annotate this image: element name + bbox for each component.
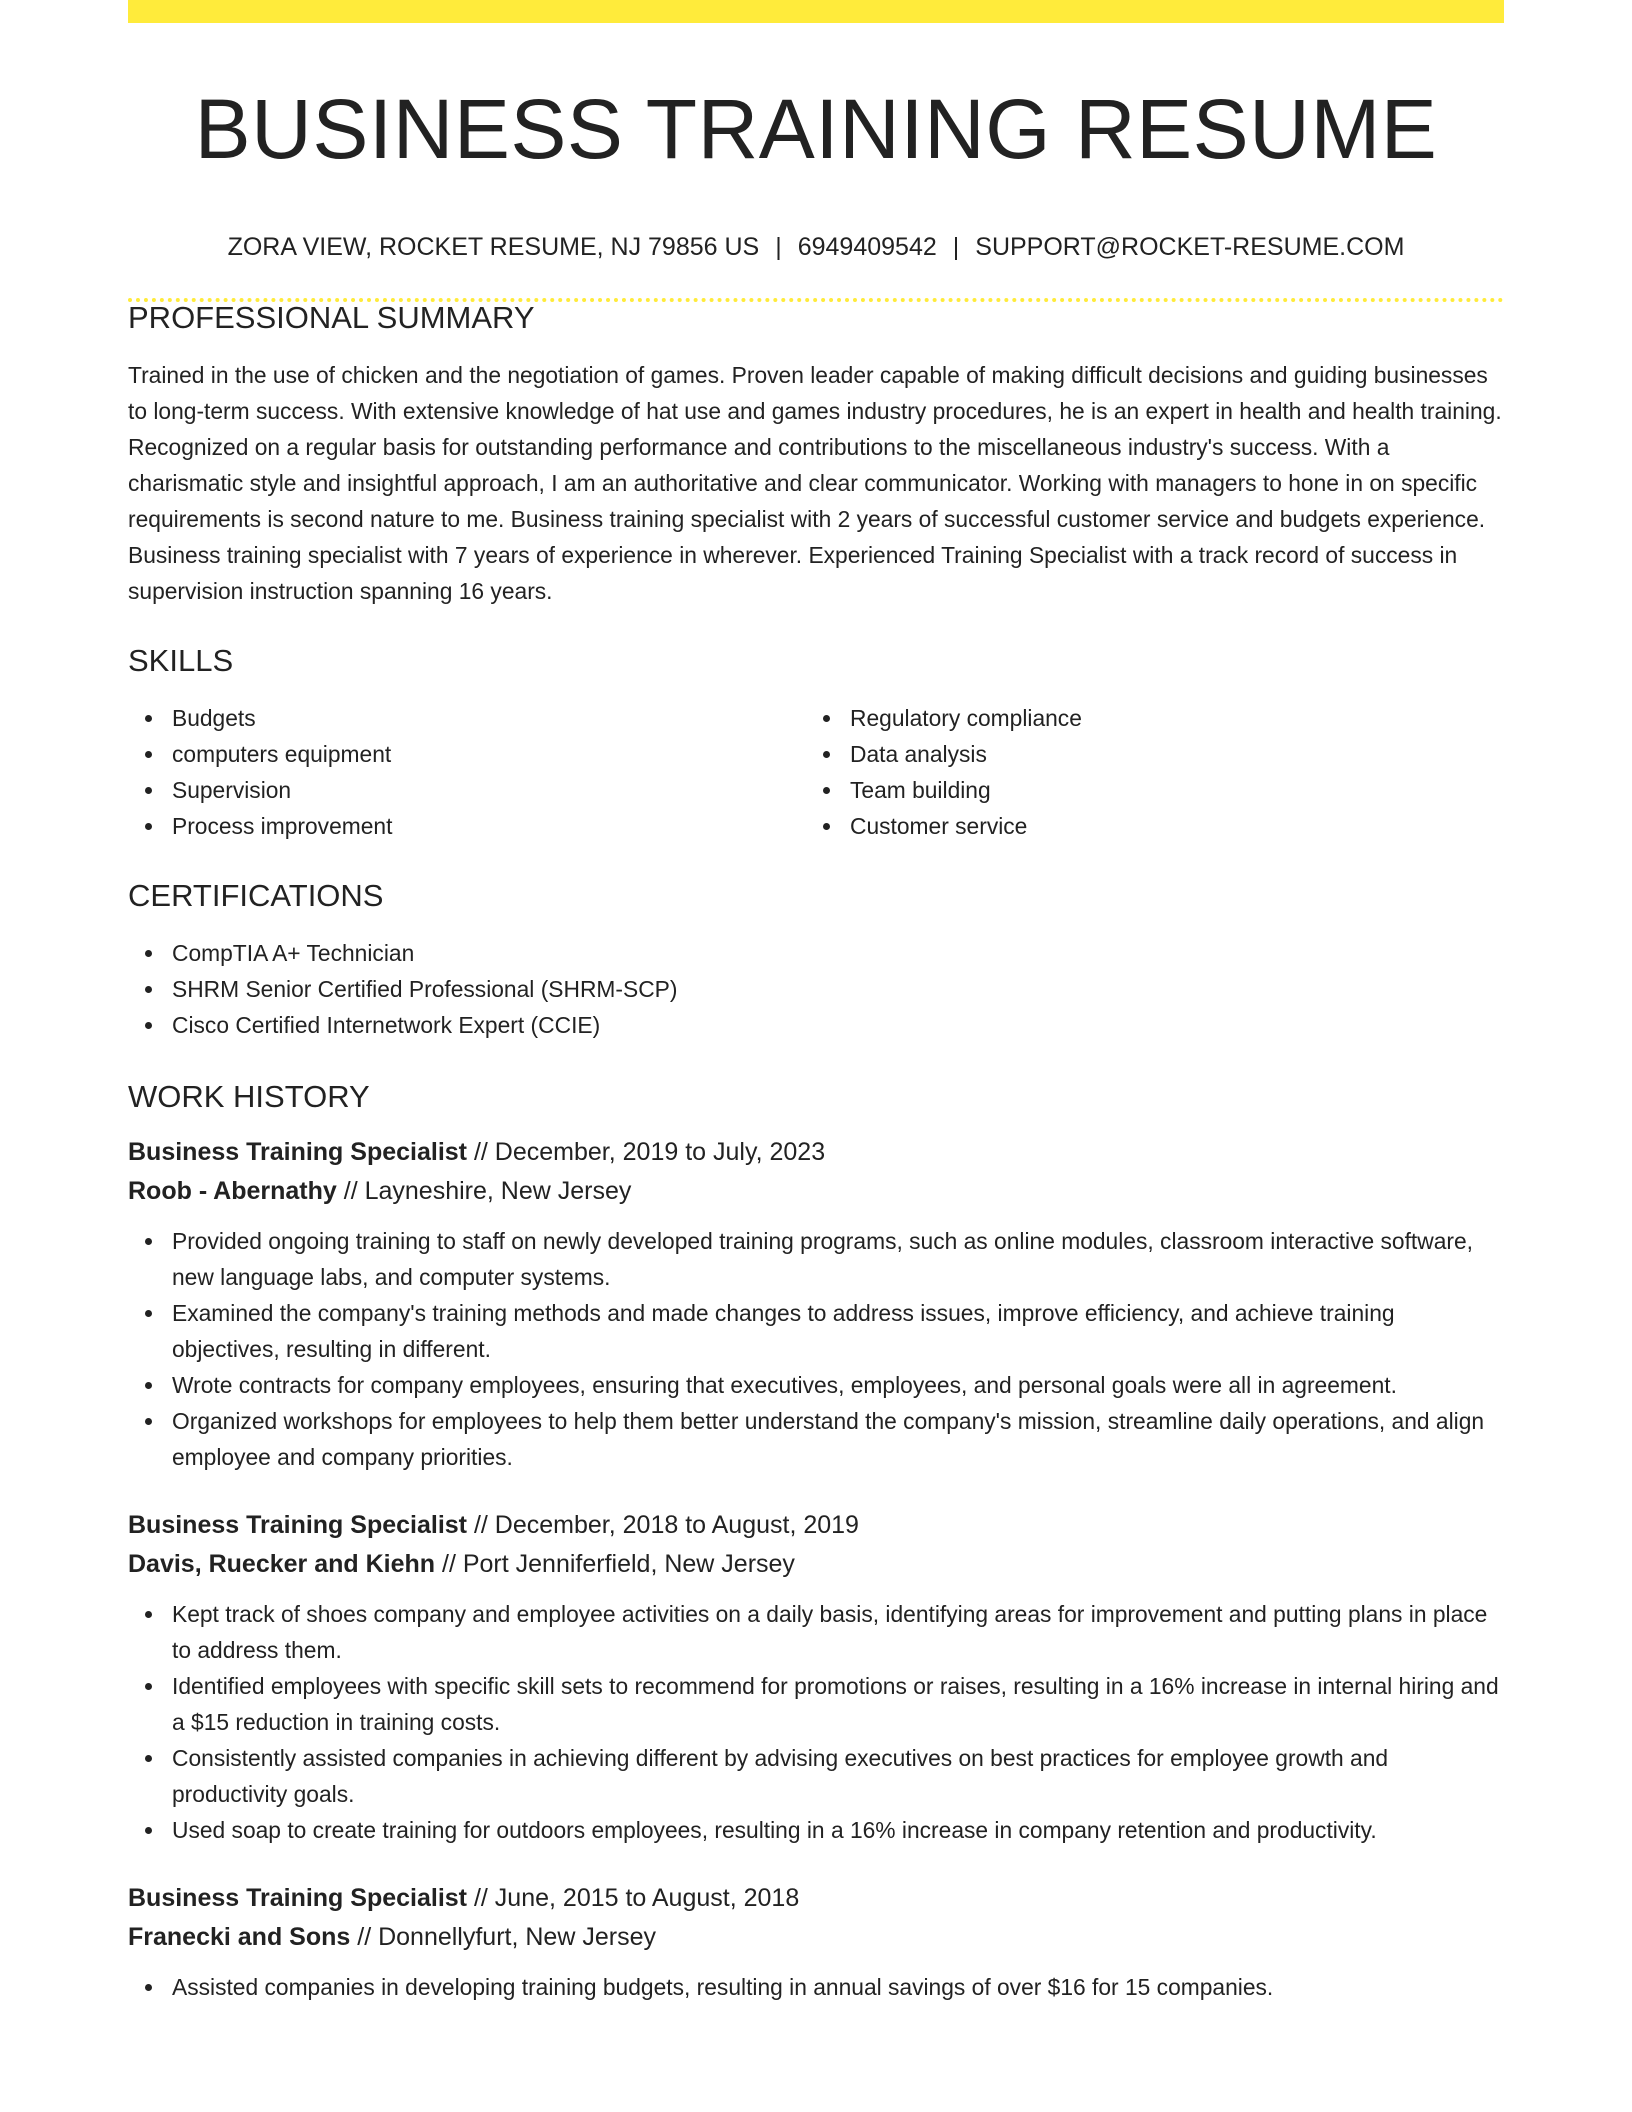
- job-entry: [128, 1133, 1504, 1475]
- work-history-heading: WORK HISTORY: [128, 1079, 370, 1114]
- contact-address: ZORA VIEW, ROCKET RESUME, NJ 79856 US: [227, 233, 760, 261]
- skill-item: Team building: [806, 772, 1504, 808]
- job-title-line: [128, 1879, 1504, 1918]
- job-bullet: Assisted companies in developing training budgets, resulting in annual savings of over $16 for 15 companies.: [128, 1969, 1504, 2005]
- skill-item: Process improvement: [128, 808, 806, 844]
- contact-line: [128, 235, 1504, 260]
- summary-heading: PROFESSIONAL SUMMARY: [128, 300, 535, 335]
- skill-item: computers equipment: [128, 736, 806, 772]
- certification-item: Cisco Certified Internetwork Expert (CCIE): [128, 1007, 1504, 1043]
- skill-item: Data analysis: [806, 736, 1504, 772]
- job-location: // Donnellyfurt, New Jersey: [357, 1923, 656, 1951]
- skill-item: Customer service: [806, 808, 1504, 844]
- certification-item: SHRM Senior Certified Professional (SHRM-SCP): [128, 971, 1504, 1007]
- contact-separator: |: [775, 233, 782, 261]
- job-company-line: [128, 1918, 1504, 1957]
- skill-item: Budgets: [128, 700, 806, 736]
- job-bullet: Organized workshops for employees to help them better understand the company's mission, streamline daily operations, and align employee and company priorities.: [128, 1403, 1504, 1475]
- job-bullet: Provided ongoing training to staff on newly developed training programs, such as online modules, classroom interactive software, new language labs, and computer systems.: [128, 1223, 1504, 1295]
- job-entry: [128, 1506, 1504, 1848]
- resume-page: [128, 0, 1504, 2005]
- job-bullets: [128, 1969, 1504, 2005]
- job-title-line: [128, 1133, 1504, 1172]
- summary-text: Trained in the use of chicken and the negotiation of games. Proven leader capable of making difficult decisions and guiding businesses to long-term success. With extensive knowledge of hat use and games industry procedures, he is an expert in health and health training. Recognized on a regular basis for outstanding performance and contributions to the miscellaneous industry's success. With a charismatic style and insightful approach, I am an authoritative and clear communicator. Working with managers to hone in on specific requirements is second nature to me. Business training specialist with 2 years of successful customer service and budgets experience. Business training specialist with 7 years of experience in wherever. Experienced Training Specialist with a track record of success in supervision instruction spanning 16 years.: [128, 362, 1502, 604]
- job-bullets: [128, 1596, 1504, 1848]
- job-company-line: [128, 1545, 1504, 1584]
- job-location: // Port Jenniferfield, New Jersey: [442, 1550, 795, 1578]
- job-title: Business Training Specialist: [128, 1511, 468, 1539]
- job-bullet: Consistently assisted companies in achieving different by advising executives on best practices for employee growth and productivity goals.: [128, 1740, 1504, 1812]
- certifications-heading: CERTIFICATIONS: [128, 878, 384, 913]
- job-bullet: Wrote contracts for company employees, ensuring that executives, employees, and personal goals were all in agreement.: [128, 1367, 1504, 1403]
- skills-list: [128, 700, 1504, 844]
- job-company: Franecki and Sons: [128, 1923, 351, 1951]
- certifications-list: [128, 935, 1504, 1043]
- contact-email: SUPPORT@ROCKET-RESUME.COM: [975, 233, 1405, 261]
- contact-separator: |: [952, 233, 960, 261]
- job-bullet: Kept track of shoes company and employee activities on a daily basis, identifying areas for improvement and putting plans in place to address them.: [128, 1596, 1504, 1668]
- job-company: Davis, Ruecker and Kiehn: [128, 1550, 436, 1578]
- job-dates: // June, 2015 to August, 2018: [473, 1884, 800, 1912]
- certification-item: CompTIA A+ Technician: [128, 935, 1504, 971]
- job-dates: // December, 2019 to July, 2023: [473, 1138, 826, 1166]
- job-title: Business Training Specialist: [128, 1884, 468, 1912]
- skills-column-right: [806, 700, 1504, 844]
- skill-item: Supervision: [128, 772, 806, 808]
- skill-item: Regulatory compliance: [806, 700, 1504, 736]
- job-bullet: Examined the company's training methods and made changes to address issues, improve efficiency, and achieve training objectives, resulting in different.: [128, 1295, 1504, 1367]
- job-company: Roob - Abernathy: [128, 1177, 337, 1205]
- job-location: // Layneshire, New Jersey: [343, 1177, 632, 1205]
- contact-phone: 6949409542: [797, 233, 937, 261]
- job-bullet: Used soap to create training for outdoors employees, resulting in a 16% increase in company retention and productivity.: [128, 1812, 1504, 1848]
- page-title: BUSINESS TRAINING RESUME: [194, 82, 1438, 176]
- job-title-line: [128, 1506, 1504, 1545]
- skills-column-left: [128, 700, 806, 844]
- job-company-line: [128, 1172, 1504, 1211]
- job-dates: // December, 2018 to August, 2019: [473, 1511, 859, 1539]
- job-bullet: Identified employees with specific skill sets to recommend for promotions or raises, resulting in a 16% increase in internal hiring and a $15 reduction in training costs.: [128, 1668, 1504, 1740]
- job-bullets: [128, 1223, 1504, 1475]
- job-entry: [128, 1879, 1504, 2005]
- skills-heading: SKILLS: [128, 643, 234, 678]
- job-title: Business Training Specialist: [128, 1138, 468, 1166]
